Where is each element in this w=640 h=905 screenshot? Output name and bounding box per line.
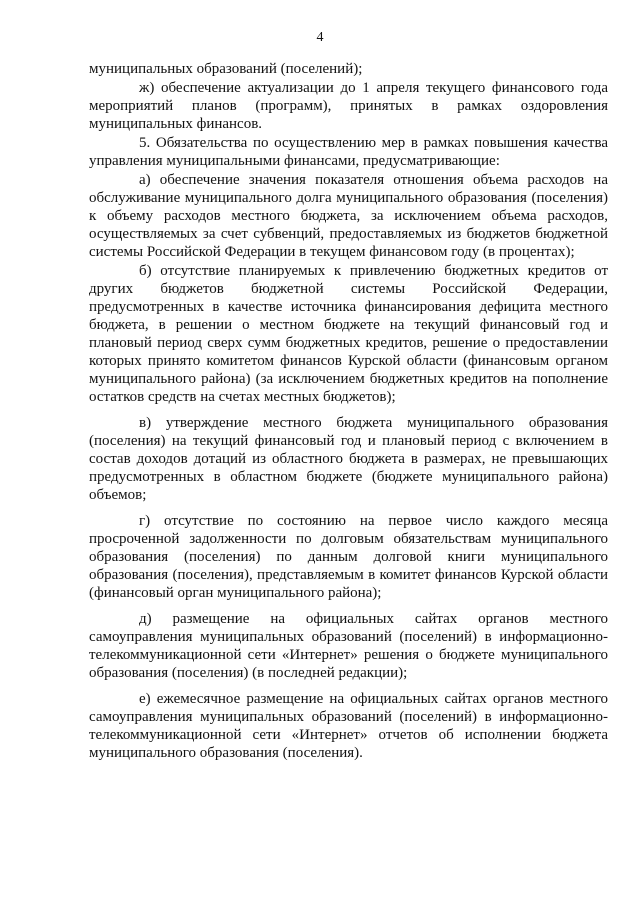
paragraph-item-v: в) утверждение местного бюджета муниципального образования (поселения) на текущий финансовый год и плановый период с включением в состав доходов дотаций из областного бюджета в размерах, не превышающих предусмотренных в областном бюджете (бюджете муниципального района) объемов;	[89, 415, 608, 503]
paragraph-item-zh: ж) обеспечение актуализации до 1 апреля текущего финансового года мероприятий планов (программ), принятых в рамках оздоровления муниципальных финансов.	[89, 80, 608, 132]
page-number: 4	[316, 30, 324, 45]
paragraph-item-g: г) отсутствие по состоянию на первое число каждого месяца просроченной задолженности по долговым обязательствам муниципального образования (поселения) по данным долговой книги муниципального образования (поселения), представляемым в комитет финансов Курской области (финансовый орган муниципального района);	[89, 513, 608, 601]
paragraph-item-d: д) размещение на официальных сайтах органов местного самоуправления муниципальных образований (поселений) в информационно-телекоммуникационной сети «Интернет» решения о бюджете муниципального образования (поселения) (в последней редакции);	[89, 611, 608, 681]
paragraph-item-a: а) обеспечение значения показателя отношения объема расходов на обслуживание муниципального долга муниципального образования (поселения) к объему расходов местного бюджета, за исключением объема расходов, осуществляемых за счет субвенций, предоставляемых из бюджетов бюджетной системы Российской Федерации в текущем финансовом году (в процентах);	[89, 172, 608, 260]
document-body	[89, 60, 608, 763]
paragraph-section-5: 5. Обязательства по осуществлению мер в рамках повышения качества управления муниципальными финансами, предусматривающие:	[89, 135, 608, 169]
paragraph-continuation: муниципальных образований (поселений);	[89, 61, 363, 77]
paragraph-item-b: б) отсутствие планируемых к привлечению бюджетных кредитов от других бюджетов бюджетной системы Российской Федерации, предусмотренных в качестве источника финансирования дефицита местного бюджета, в решении о местном бюджете на текущий финансовый год и плановый период сверх сумм бюджетных кредитов, решение о предоставлении которых принято комитетом финансов Курской области (финансовым органом муниципального района) (за исключением бюджетных кредитов на пополнение остатков средств на счетах местных бюджетов);	[89, 263, 608, 405]
paragraph-item-e: е) ежемесячное размещение на официальных сайтах органов местного самоуправления муниципальных образований (поселений) в информационно-телекоммуникационной сети «Интернет» отчетов об исполнении бюджета муниципального образования (поселения).	[89, 691, 608, 761]
